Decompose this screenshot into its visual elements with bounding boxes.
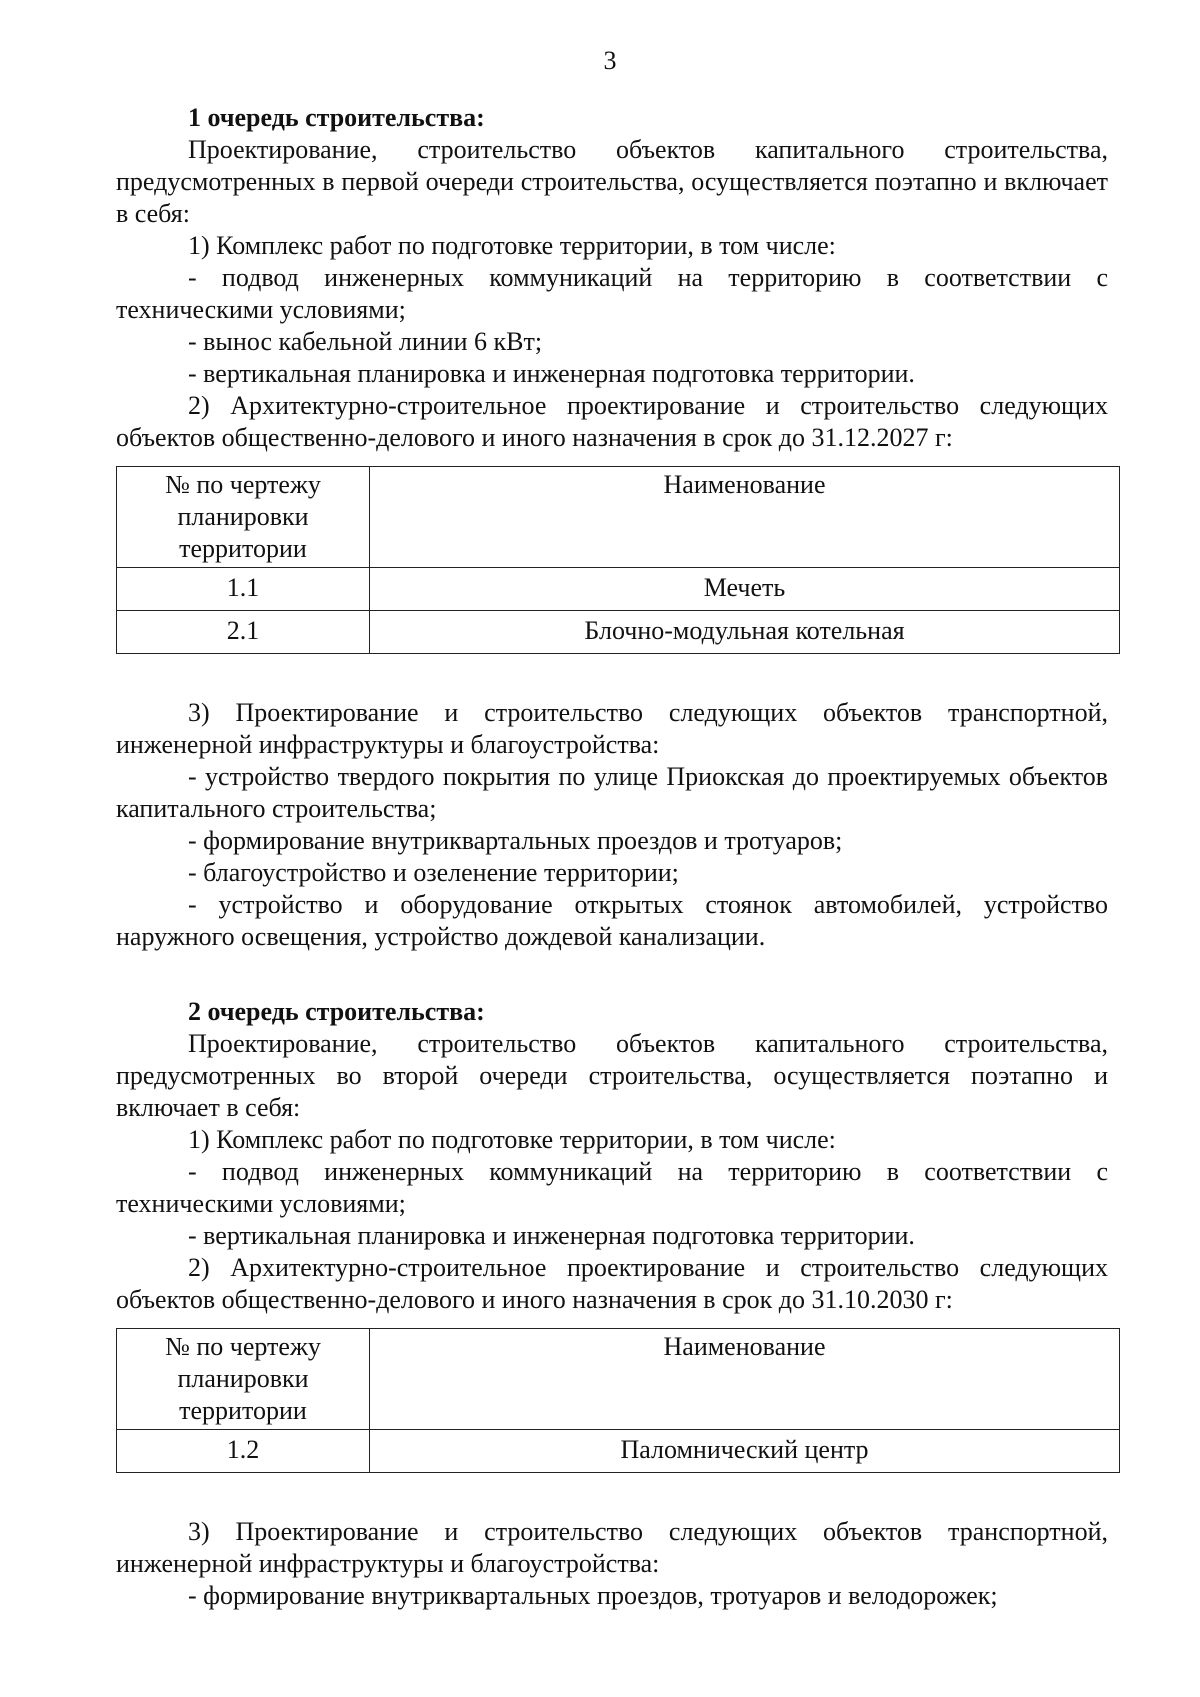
stage2-section: [116, 996, 1108, 1612]
stage1-intro: Проектирование, строительство объектов капитального строительства, предусмотренных в первой очереди строительства, осуществляется поэтапно и включает в себя:: [116, 135, 1108, 228]
page-number: 3: [603, 46, 617, 75]
stage1-item1-bullet: - вертикальная планировка и инженерная подготовка территории.: [188, 359, 915, 388]
table-cell-number: 1.1: [117, 568, 370, 611]
table-row: [117, 568, 1120, 611]
stage1-item2: 2) Архитектурно-строительное проектирование и строительство следующих объектов общественно-делового и иного назначения в срок до 31.12.2027 г:: [116, 391, 1108, 452]
table-header-number: № по чертежу планировки территории: [117, 467, 370, 568]
stage1-objects-table: [116, 466, 1120, 654]
table-cell-number: 1.2: [117, 1430, 370, 1473]
stage1-item1: 1) Комплекс работ по подготовке территории, в том числе:: [188, 231, 836, 260]
stage1-section: [116, 102, 1108, 953]
spacer: [116, 654, 1108, 697]
spacer: [116, 1473, 1108, 1516]
stage2-heading: 2 очередь строительства:: [188, 997, 485, 1026]
stage2-item3: 3) Проектирование и строительство следующих объектов транспортной, инженерной инфраструктуры и благоустройства:: [116, 1517, 1108, 1578]
stage2-intro: Проектирование, строительство объектов капитального строительства, предусмотренных во второй очереди строительства, осуществляется поэтапно и включает в себя:: [116, 1029, 1108, 1122]
table-cell-number: 2.1: [117, 611, 370, 654]
stage1-item3-bullet: - устройство и оборудование открытых стоянок автомобилей, устройство наружного освещения, устройство дождевой канализации.: [116, 890, 1108, 951]
spacer: [116, 953, 1108, 996]
stage2-item1: 1) Комплекс работ по подготовке территории, в том числе:: [188, 1125, 836, 1154]
table-header-name: Наименование: [370, 467, 1120, 568]
stage1-item3-bullet: - благоустройство и озеленение территории;: [188, 858, 679, 887]
stage1-item3-bullet: - устройство твердого покрытия по улице Приокская до проектируемых объектов капитального строительства;: [116, 762, 1108, 823]
stage2-item1-bullet: - вертикальная планировка и инженерная подготовка территории.: [188, 1221, 915, 1250]
stage2-item2: 2) Архитектурно-строительное проектирование и строительство следующих объектов общественно-делового и иного назначения в срок до 31.10.2030 г:: [116, 1253, 1108, 1314]
table-cell-name: Блочно-модульная котельная: [370, 611, 1120, 654]
table-cell-name: Паломнический центр: [370, 1430, 1120, 1473]
stage1-heading: 1 очередь строительства:: [188, 103, 485, 132]
table-cell-name: Мечеть: [370, 568, 1120, 611]
table-header-number: № по чертежу планировки территории: [117, 1329, 370, 1430]
stage1-item1-bullet: - подвод инженерных коммуникаций на территорию в соответствии с техническими условиями;: [116, 263, 1108, 324]
stage2-item1-bullet: - подвод инженерных коммуникаций на территорию в соответствии с техническими условиями;: [116, 1157, 1108, 1218]
document-body: [116, 102, 1108, 1612]
table-header-row: [117, 1329, 1120, 1430]
table-row: [117, 611, 1120, 654]
table-header-name: Наименование: [370, 1329, 1120, 1430]
stage1-item1-bullet: - вынос кабельной линии 6 кВт;: [188, 327, 543, 356]
stage2-item3-bullet: - формирование внутриквартальных проездов, тротуаров и велодорожек;: [188, 1581, 998, 1610]
stage1-item3-bullet: - формирование внутриквартальных проездов и тротуаров;: [188, 826, 843, 855]
table-row: [117, 1430, 1120, 1473]
stage2-objects-table: [116, 1328, 1120, 1473]
stage1-item3: 3) Проектирование и строительство следующих объектов транспортной, инженерной инфраструктуры и благоустройства:: [116, 698, 1108, 759]
table-header-row: [117, 467, 1120, 568]
